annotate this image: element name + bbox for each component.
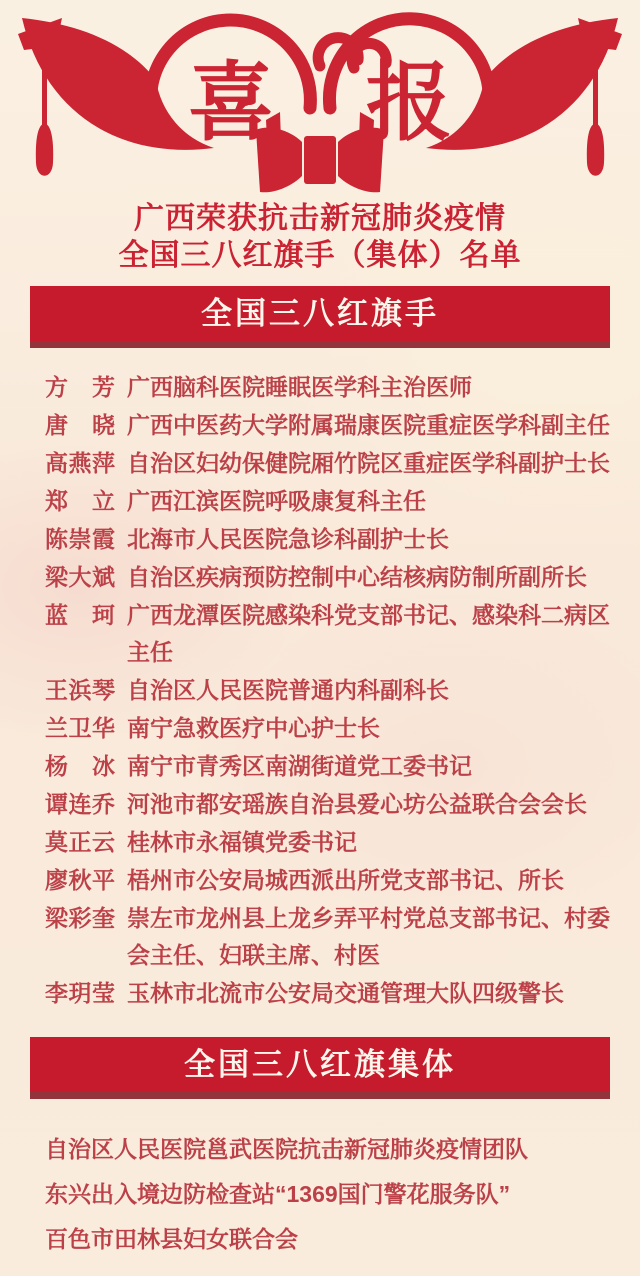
honoree-name: 莫正云 [45, 829, 115, 855]
honoree-description: 广西脑科医院睡眠医学科主治医师 [127, 374, 472, 400]
honoree-name: 兰卫华 [45, 715, 115, 741]
honoree-name: 蓝珂 [45, 602, 115, 628]
honoree-description: 南宁市青秀区南湖街道党工委书记 [127, 753, 472, 779]
honoree-name: 郑立 [45, 488, 115, 514]
collective-item: 东兴出入境边防检查站“1369国门警花服务队” [45, 1181, 511, 1207]
honoree-description: 崇左市龙州县上龙乡弄平村党总支部书记、村委会主任、妇联主席、村医 [127, 905, 610, 968]
honoree-name: 李玥莹 [45, 980, 115, 1006]
celebration-banner-graphic [0, 8, 640, 194]
section-header-collectives: 全国三八红旗集体 [30, 1037, 610, 1099]
tassel-icon [578, 18, 622, 176]
bow-icon [256, 112, 384, 192]
honoree-row [45, 710, 612, 747]
honoree-row [45, 862, 612, 899]
honoree-row [45, 824, 612, 861]
honoree-name: 方芳 [45, 374, 115, 400]
honoree-description: 自治区妇幼保健院厢竹院区重症医学科副护士长 [127, 450, 610, 476]
honoree-name: 谭连乔 [45, 791, 115, 817]
honoree-description: 广西中医药大学附属瑞康医院重症医学科副主任 [127, 412, 610, 438]
honoree-description: 北海市人民医院急诊科副护士长 [127, 526, 449, 552]
honoree-row [45, 521, 612, 558]
honoree-description: 自治区人民医院普通内科副科长 [127, 677, 449, 703]
honoree-name: 唐晓 [45, 412, 115, 438]
honoree-row [45, 975, 612, 1012]
honoree-name: 廖秋平 [45, 867, 115, 893]
honoree-row [45, 786, 612, 823]
honoree-name: 梁大斌 [45, 564, 115, 590]
honoree-name: 王浜琴 [45, 677, 115, 703]
honoree-name: 陈崇霞 [45, 526, 115, 552]
honoree-row [45, 748, 612, 785]
honoree-row [45, 445, 612, 482]
honoree-row [45, 672, 612, 709]
honoree-description: 梧州市公安局城西派出所党支部书记、所长 [127, 867, 564, 893]
xi-character: 喜 [188, 55, 274, 151]
honoree-row [45, 597, 612, 671]
honoree-row [45, 369, 612, 406]
collective-list [0, 1099, 640, 1262]
honoree-description: 河池市都安瑶族自治县爱心坊公益联合会会长 [127, 791, 587, 817]
honoree-description: 玉林市北流市公安局交通管理大队四级警长 [127, 980, 564, 1006]
collective-item: 自治区人民医院邕武医院抗击新冠肺炎疫情团队 [45, 1136, 528, 1162]
honoree-row [45, 900, 612, 974]
honoree-name: 杨冰 [45, 753, 115, 779]
honoree-row [45, 483, 612, 520]
collective-item: 百色市田林县妇女联合会 [45, 1226, 298, 1252]
honoree-name: 高燕萍 [45, 450, 115, 476]
page-title [0, 200, 640, 274]
bao-character: 报 [366, 55, 452, 151]
page-title-line1: 广西荣获抗击新冠肺炎疫情 [134, 202, 506, 235]
section-header-individuals: 全国三八红旗手 [30, 286, 610, 348]
honoree-row [45, 407, 612, 444]
honoree-description: 广西江滨医院呼吸康复科主任 [127, 488, 426, 514]
honoree-name: 梁彩奎 [45, 905, 115, 931]
honoree-description: 桂林市永福镇党委书记 [127, 829, 357, 855]
honoree-row [45, 559, 612, 596]
honoree-list [0, 348, 640, 1012]
honoree-description: 自治区疾病预防控制中心结核病防制所副所长 [127, 564, 587, 590]
honoree-description: 广西龙潭医院感染科党支部书记、感染科二病区主任 [127, 602, 610, 665]
page-title-line2: 全国三八红旗手（集体）名单 [118, 239, 522, 272]
honoree-description: 南宁急救医疗中心护士长 [127, 715, 380, 741]
